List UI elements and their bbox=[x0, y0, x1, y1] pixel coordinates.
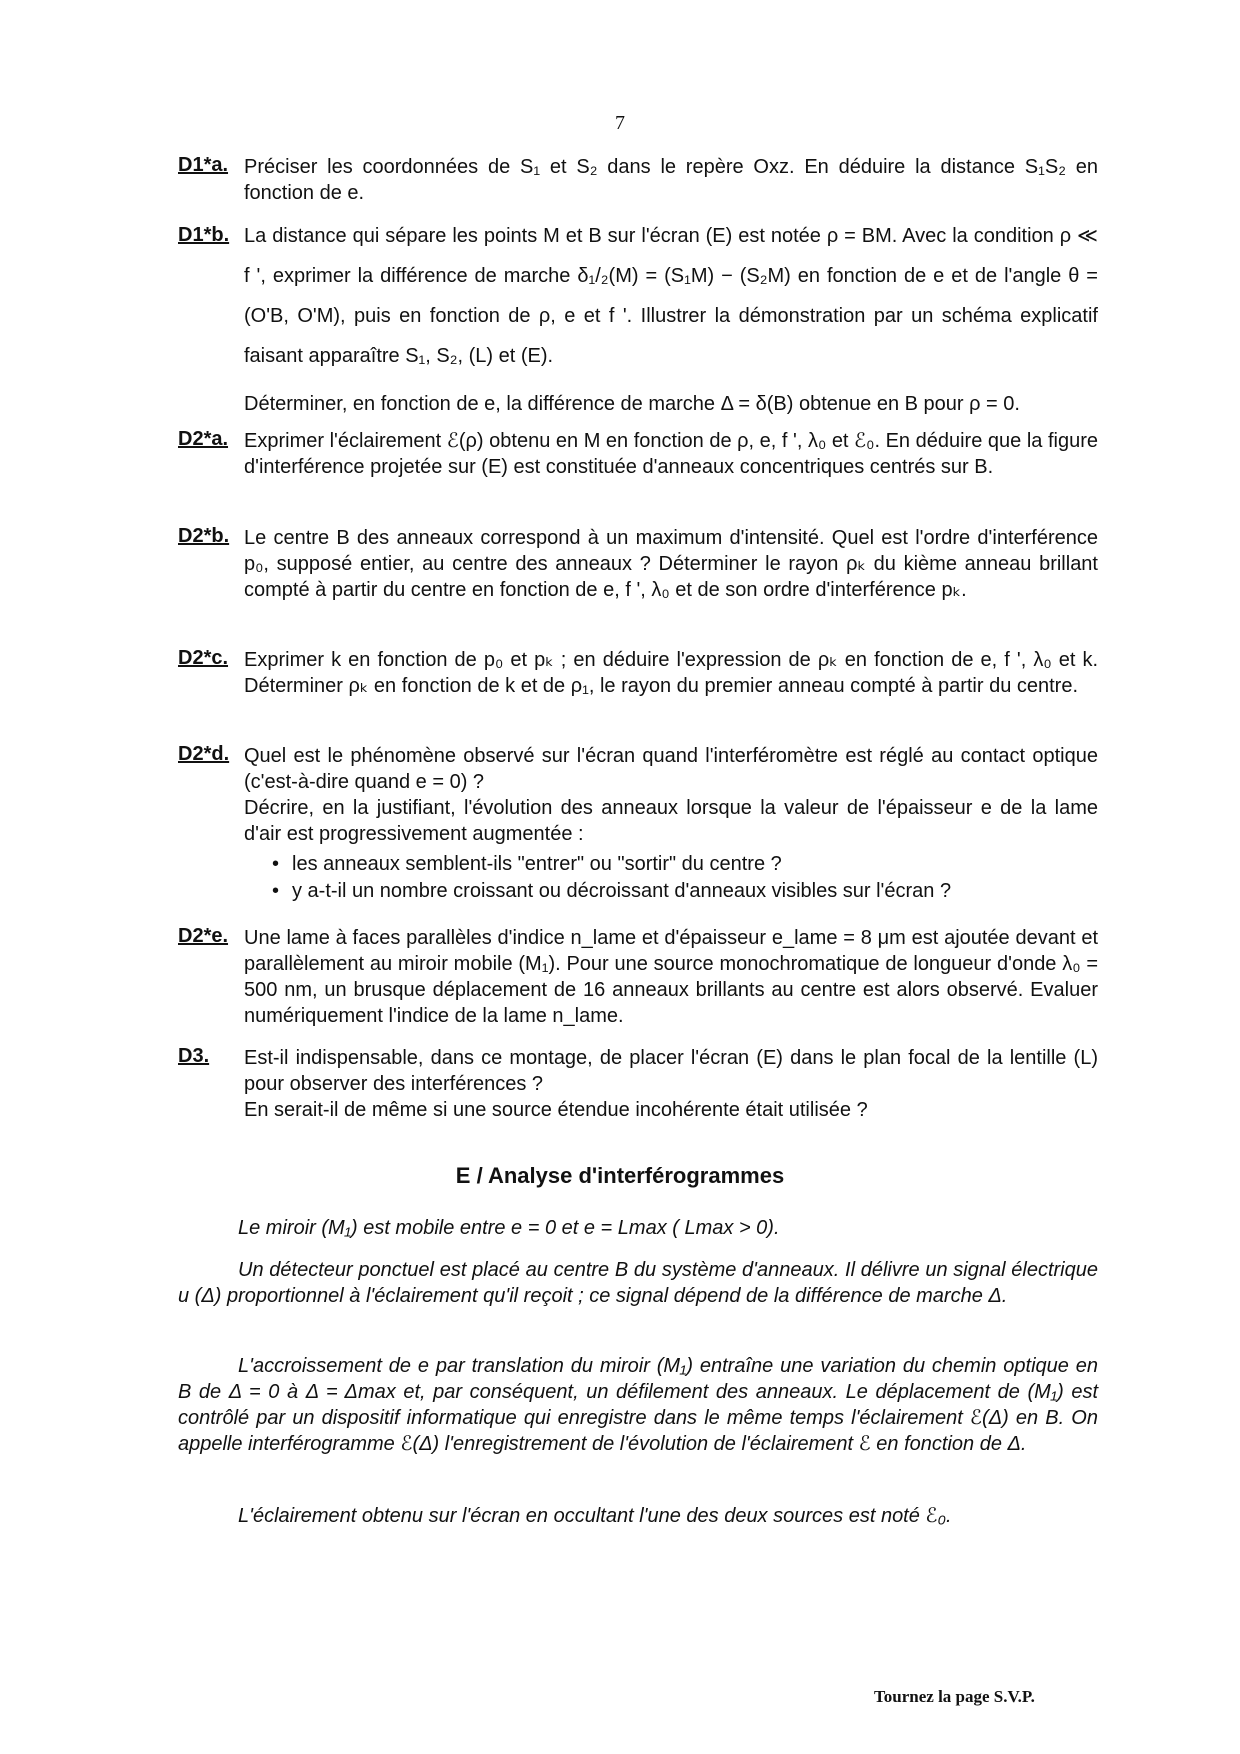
question-text bbox=[244, 216, 1098, 424]
question-paragraph: Le centre B des anneaux correspond à un maximum d'intensité. Quel est l'ordre d'interférence p₀, supposé entier, au centre des anneaux ? Déterminer le rayon ρₖ du kième anneau brillant compté à partir du centre en fonction de e, f ', λ₀ et de son ordre d'interférence pₖ. bbox=[244, 527, 1098, 601]
section-paragraph: Un détecteur ponctuel est placé au centre B du système d'anneaux. Il délivre un signal électrique u (Δ) proportionnel à l'éclairement qu'il reçoit ; ce signal dépend de la différence de marche Δ. bbox=[178, 1259, 1098, 1307]
question-paragraph: Est-il indispensable, dans ce montage, de placer l'écran (E) dans le plan focal de la lentille (L) pour observer des interférences ? bbox=[244, 1047, 1098, 1095]
question-text bbox=[244, 154, 1098, 206]
section-paragraph: L'éclairement obtenu sur l'écran en occultant l'une des deux sources est noté ℰ₀. bbox=[238, 1505, 952, 1527]
question-paragraph: La distance qui sépare les points M et B sur l'écran (E) est notée ρ = BM. Avec la condition ρ ≪ f ', exprimer la différence de marche δ₁/₂(M) = (S₁M) − (S₂M) en fonction de e et de l'angle θ = (O'B, O'M), puis en fonction de ρ, e et f '. Illustrer la démonstration par un schéma explicatif faisant apparaître S₁, S₂, (L) et (E). bbox=[244, 225, 1098, 367]
question-paragraph: Préciser les coordonnées de S₁ et S₂ dans le repère Oxz. En déduire la distance S₁S₂ en fonction de e. bbox=[244, 156, 1098, 204]
section-title: E / Analyse d'interférogrammes bbox=[455, 1163, 785, 1188]
question-paragraph: En serait-il de même si une source étendue incohérente était utilisée ? bbox=[244, 1099, 868, 1121]
question-paragraph: Une lame à faces parallèles d'indice n_lame et d'épaisseur e_lame = 8 μm est ajoutée devant et parallèlement au miroir mobile (M₁). Pour une source monochromatique de longueur d'onde λ₀ = 500 nm, un brusque déplacement de 16 anneaux brillants au centre est alors observé. Evaluer numériquement l'indice de la lame n_lame. bbox=[244, 927, 1098, 1027]
question-label: D2*e. bbox=[178, 925, 229, 947]
section-paragraph: L'accroissement de e par translation du miroir (M₁) entraîne une variation du chemin optique en B de Δ = 0 à Δ = Δmax et, par conséquent, un défilement des anneaux. Le déplacement de (M₁) est contrôlé par un dispositif informatique qui enregistre dans le même temps l'éclairement ℰ(Δ) en B. On appelle interférogramme ℰ(Δ) l'enregistrement de l'évolution de l'éclairement ℰ en fonction de Δ. bbox=[178, 1355, 1098, 1455]
question-text bbox=[244, 1045, 1098, 1123]
question-label: D1*b. bbox=[178, 224, 230, 246]
footer-note: Tournez la page S.V.P. bbox=[874, 1687, 1035, 1706]
question-label: D2*d. bbox=[178, 743, 230, 765]
section-paragraph: Le miroir (M₁) est mobile entre e = 0 et e = Lmax ( Lmax > 0). bbox=[238, 1217, 780, 1239]
list-item: • y a-t-il un nombre croissant ou décroissant d'anneaux visibles sur l'écran ? bbox=[292, 878, 1098, 905]
page-number: 7 bbox=[615, 112, 625, 134]
question-label: D1*a. bbox=[178, 154, 229, 176]
question-label: D2*c. bbox=[178, 647, 229, 669]
question-paragraph: Décrire, en la justifiant, l'évolution des anneaux lorsque la valeur de l'épaisseur e de la lame d'air est progressivement augmentée : bbox=[244, 797, 1098, 845]
question-text bbox=[244, 743, 1098, 905]
question-label: D3. bbox=[178, 1045, 210, 1067]
question-paragraph: Exprimer k en fonction de p₀ et pₖ ; en déduire l'expression de ρₖ en fonction de e, f ', λ₀ et k. Déterminer ρₖ en fonction de k et de ρ₁, le rayon du premier anneau compté à partir du centre. bbox=[244, 649, 1098, 697]
question-label: D2*a. bbox=[178, 428, 229, 450]
bullet-list bbox=[244, 851, 1098, 905]
question-label: D2*b. bbox=[178, 525, 230, 547]
question-paragraph: Exprimer l'éclairement ℰ(ρ) obtenu en M en fonction de ρ, e, f ', λ₀ et ℰ₀. En déduire que la figure d'interférence projetée sur (E) est constituée d'anneaux concentriques centrés sur B. bbox=[244, 430, 1098, 478]
question-paragraph: Déterminer, en fonction de e, la différence de marche Δ = δ(B) obtenue en B pour ρ = 0. bbox=[244, 393, 1020, 415]
question-paragraph: Quel est le phénomène observé sur l'écran quand l'interféromètre est réglé au contact optique (c'est-à-dire quand e = 0) ? bbox=[244, 745, 1098, 793]
question-text bbox=[244, 925, 1098, 1029]
list-item: • les anneaux semblent-ils "entrer" ou "sortir" du centre ? bbox=[292, 851, 1098, 878]
question-text bbox=[244, 647, 1098, 699]
question-text bbox=[244, 428, 1098, 480]
question-text bbox=[244, 525, 1098, 603]
